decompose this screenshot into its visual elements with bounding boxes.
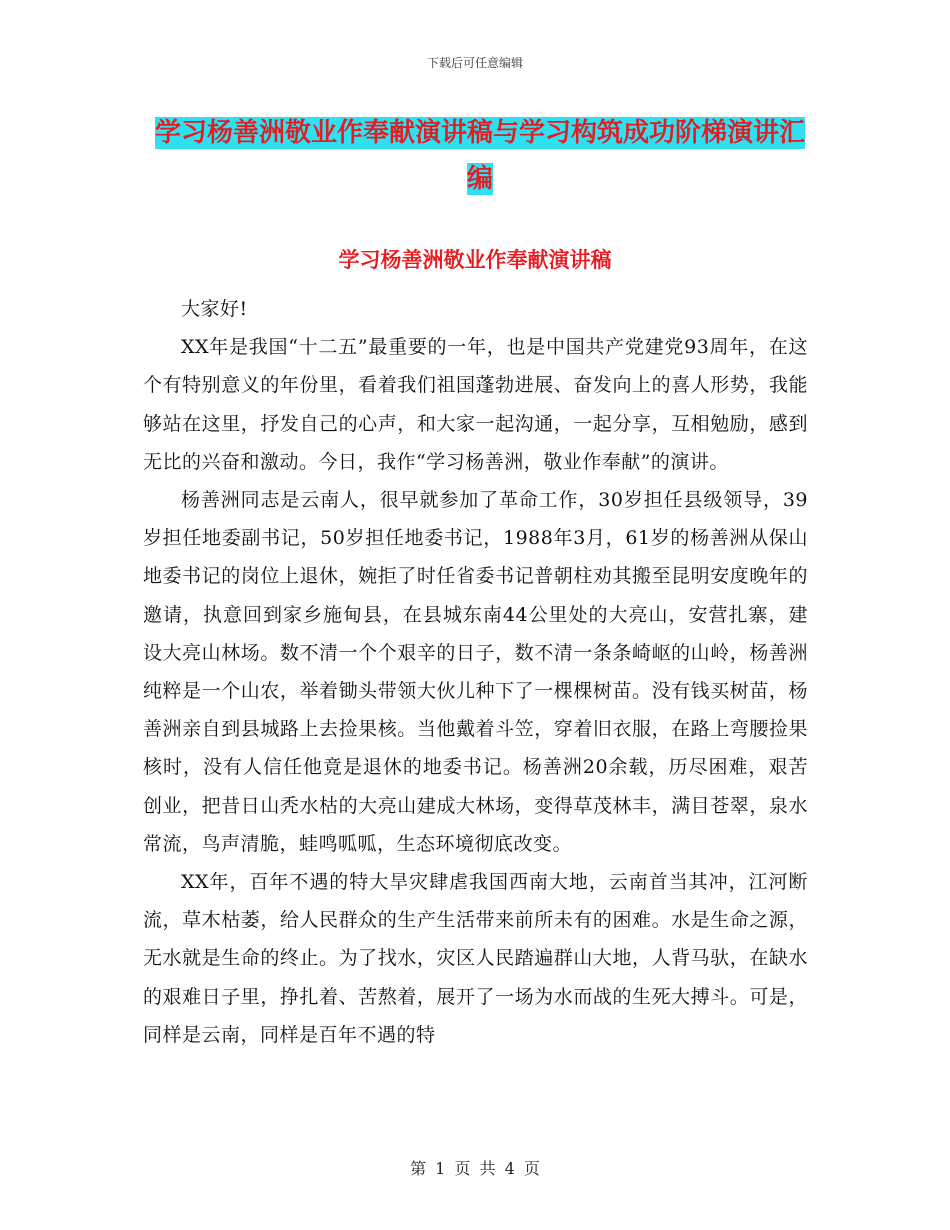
page-footer: 第 1 页 共 4 页 — [410, 1159, 540, 1178]
document-title — [150, 110, 810, 202]
paragraph: XX年，百年不遇的特大旱灾肆虐我国西南大地，云南首当其冲，江河断流，草木枯萎，给人民群众的生产生活带来前所未有的困难。水是生命之源，无水就是生命的终止。为了找水，灾区人民踏遍群山大地，人背马驮，在缺水的艰难日子里，挣扎着、苦熬着，展开了一场为水而战的生死大搏斗。可是，同样是云南，同样是百年不遇的特 — [143, 871, 808, 1046]
document-title-text: 学习杨善洲敬业作奉献演讲稿与学习构筑成功阶梯演讲汇编 — [154, 118, 805, 194]
section-title: 学习杨善洲敬业作奉献演讲稿 — [338, 248, 612, 272]
paragraph-greeting: 大家好! — [181, 298, 248, 320]
body-text — [143, 290, 808, 1054]
paragraph: XX年是我国“十二五”最重要的一年，也是中国共产党建党93周年，在这个有特别意义的年份里，看着我们祖国蓬勃进展、奋发向上的喜人形势，我能够站在这里，抒发自己的心声，和大家一起沟通，一起分享，互相勉励，感到无比的兴奋和激动。今日，我作“学习杨善洲，敬业作奉献”的演讲。 — [143, 336, 808, 473]
paragraph: 杨善洲同志是云南人，很早就参加了革命工作，30岁担任县级领导，39岁担任地委副书记，50岁担任地委书记，1988年3月，61岁的杨善洲从保山地委书记的岗位上退休，婉拒了时任省委书记普朝柱劝其搬至昆明安度晚年的邀请，执意回到家乡施甸县，在县城东南44公里处的大亮山，安营扎寨，建设大亮山林场。数不清一个个艰辛的日子，数不清一条条崎岖的山岭，杨善洲纯粹是一个山农，举着锄头带领大伙儿种下了一棵棵树苗。没有钱买树苗，杨善洲亲自到县城路上去捡果核。当他戴着斗笠，穿着旧衣服，在路上弯腰捡果核时，没有人信任他竟是退休的地委书记。杨善洲20余载，历尽困难，艰苦创业，把昔日山秃水枯的大亮山建成大林场，变得草茂林丰，满目苍翠，泉水常流，鸟声清脆，蛙鸣呱呱，生态环境彻底改变。 — [143, 489, 808, 855]
header-note: 下载后可任意编辑 — [426, 56, 523, 70]
